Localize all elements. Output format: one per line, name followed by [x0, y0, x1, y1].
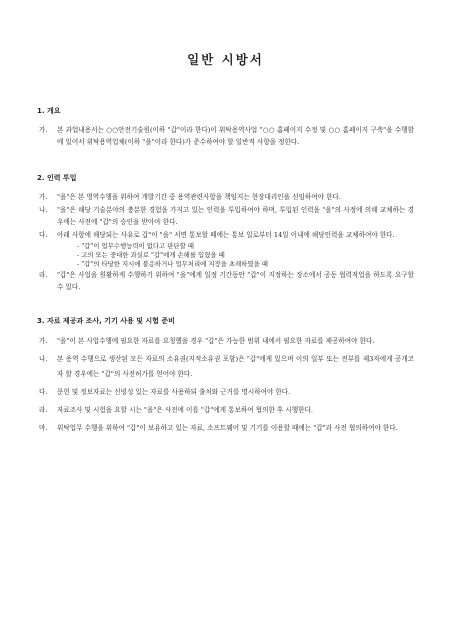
clause — [39, 421, 414, 436]
sub-item: - "갑"의 타당한 지시에 불응하거나 업무처리에 지장을 초래하였을 때 — [77, 260, 268, 268]
clause-mark: 가. — [39, 193, 48, 201]
clause-text: 위탁업무 수행을 위하여 "갑"이 보유하고 있는 자료, 소프트웨어 및 기기를 이용할 때에는 "갑"과 사전 협의하여야 한다. — [57, 424, 398, 432]
clause-text: 아래 사항에 해당되는 사유로 갑"이 "을" 서면 통보할 때에는 통보 일로부터 14일 이내에 해당인력을 교체하여야 한다. — [57, 231, 395, 239]
clause-text: 본 용역 수행으로 생산된 모든 자료의 소유권(지적소유권 포함)은 "갑"에게 있으며 이의 일부 또는 전부를 제3자에게 공개코자 할 경우에는 "갑"의 사전허가를 얻어야 한다. — [57, 355, 414, 378]
section-overview — [37, 106, 414, 148]
sub-item: - "갑"이 업무수행능력이 없다고 판단할 때 — [77, 242, 194, 250]
clause — [39, 191, 414, 203]
clause-text: 자료조사 및 시험을 요할 시는 "을"은 사전에 이를 "갑"에게 통보하여 협의한 후 시행한다. — [57, 406, 313, 414]
clause-mark: 마. — [39, 424, 48, 432]
clause — [39, 334, 414, 349]
clause-mark: 나. — [39, 355, 48, 363]
section-staffing — [37, 173, 414, 293]
document-title: 일반 시방서 — [187, 52, 264, 67]
clause-text: "갑"은 사업을 원활하게 수행하기 위하여 "을"에게 일정 기간동안 "갑"이 지정하는 장소에서 공동 협력작업을 하도록 요구할 수 있다. — [57, 271, 414, 291]
clause-mark: 가. — [39, 126, 48, 134]
clause-mark: 다. — [39, 388, 48, 396]
clause — [39, 204, 414, 228]
clause — [39, 229, 414, 241]
clause-text: 문헌 및 정보자료는 신빙성 있는 자료를 사용하되 출처와 근거를 명시하여야 한다. — [57, 388, 291, 396]
clause-mark: 가. — [39, 337, 48, 345]
clause-text: "을"은 본 영역수행을 위하여 개발기간 중 용역관련사항을 책임지는 현장대리인을 선임하여야 한다. — [57, 193, 341, 201]
section-heading: 3. 자료 제공과 조사, 기기 사용 및 시험 준비 — [37, 317, 175, 325]
clause — [39, 352, 414, 382]
clause — [39, 403, 414, 418]
section-heading: 1. 개요 — [37, 107, 61, 115]
sub-item: - 고의 또는 중대한 과실로 "갑"에게 손해를 입혔을 때 — [77, 251, 225, 259]
clause-mark: 다. — [39, 231, 48, 239]
clause — [39, 269, 414, 293]
clause-text: "을"은 해당 기술분야의 충분한 경험을 가지고 있는 인력을 투입하여야 하며, 투입된 인력을 "을"의 사정에 의해 교체하는 경우에는 사전에 "갑"의 승인을 받아야 한다. — [57, 206, 414, 226]
clause-text: "을"이 본 사업수행에 필요한 자료를 요청했을 경우 "갑"은 가능한 범위 내에서 필요한 자료를 제공하여야 한다. — [57, 337, 375, 345]
clause — [39, 124, 414, 148]
clause-text: 본 과업내용서는 ○○안전기술원(이하 "갑"이라 한다)이 위탁용역사업 "○○ 홈페이지 수정 및 ○○ 홈페이지 구축"을 수행함에 있어서 위탁용역업체(이하 "을"이라 한다)가 준수하여야 할 일반적 사항을 정한다. — [57, 126, 414, 146]
clause-mark: 라. — [39, 406, 48, 414]
section-materials — [37, 316, 414, 436]
clause — [39, 385, 414, 400]
section-heading: 2. 인력 투입 — [37, 174, 77, 182]
clause-mark: 나. — [39, 206, 48, 214]
clause-mark: 라. — [39, 271, 48, 279]
